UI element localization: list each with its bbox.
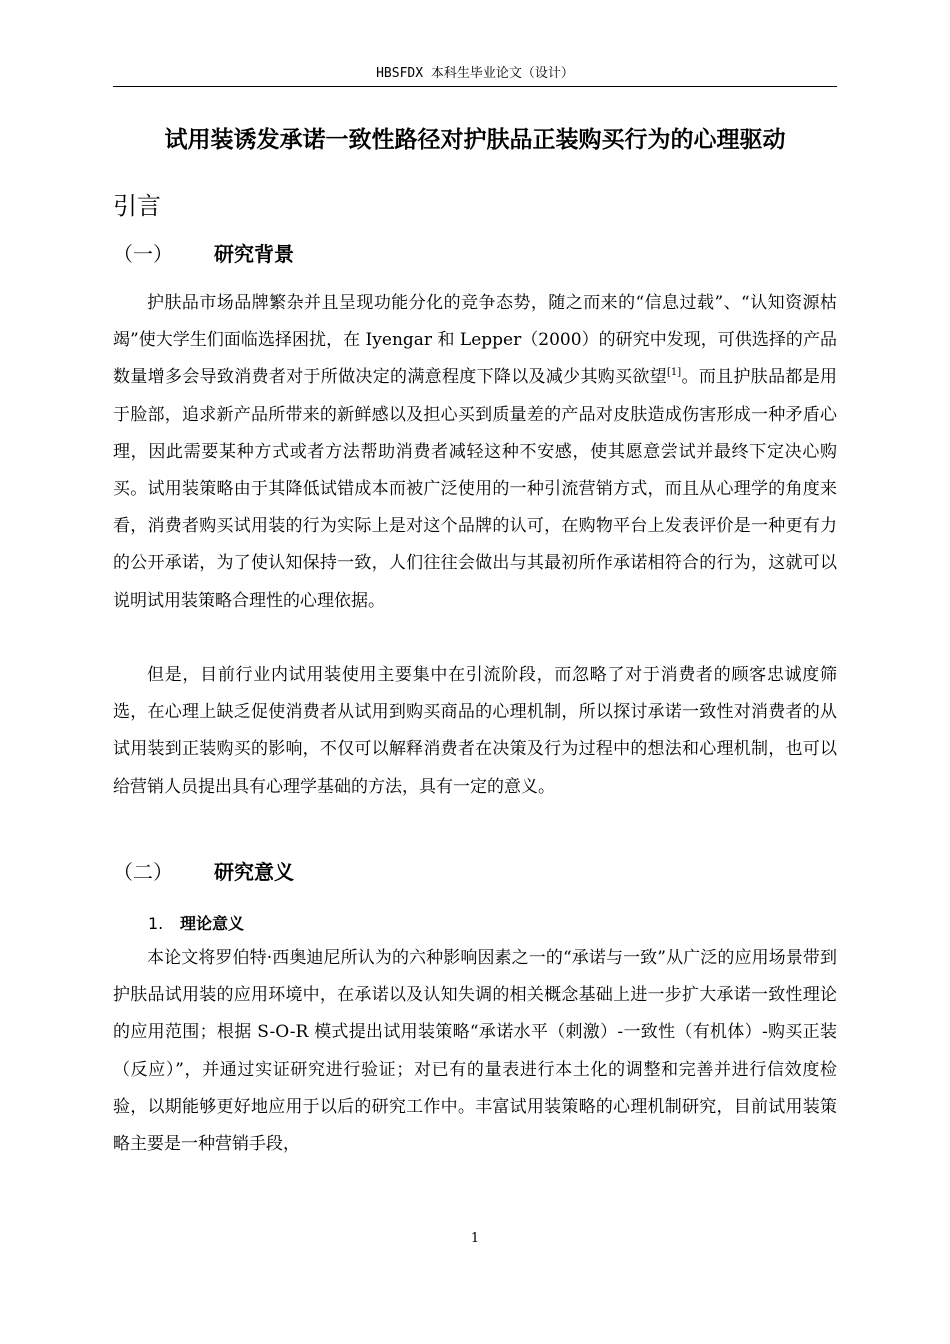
- background-paragraph-2: 但是，目前行业内试用装使用主要集中在引流阶段，而忽略了对于消费者的顾客忠诚度筛选，在心理上缺乏促使消费者从试用到购买商品的心理机制，所以探讨承诺一致性对消费者的从试用装到正装购买的影响，不仅可以解释消费者在决策及行为过程中的想法和心理机制，也可以给营销人员提出具有心理学基础的方法，具有一定的意义。: [113, 665, 837, 797]
- section-number: （二）: [113, 860, 173, 884]
- paragraph-text: 。而且护肤品都是用于脸部，追求新产品所带来的新鲜感以及担心买到质量差的产品对皮肤造成伤害形成一种矛盾心理，因此需要某种方式或者方法帮助消费者减轻这种不安感，使其愿意尝试并最终下定决心购买。试用装策略由于其降低试错成本而被广泛使用的一种引流营销方式，而且从心理学的角度来看，消费者购买试用装的行为实际上是对这个品牌的认可，在购物平台上发表评价是一种更有力的公开承诺，为了使认知保持一致，人们往往会做出与其最初所作承诺相符合的行为，这就可以说明试用装策略合理性的心理依据。: [113, 367, 838, 611]
- section-heading-significance: [113, 856, 294, 888]
- running-header: HBSFDX 本科生毕业论文（设计）: [376, 66, 574, 81]
- subsection-heading-theory: [148, 910, 244, 938]
- section-number: （一）: [113, 242, 173, 266]
- paragraph-text: 护肤品市场品牌繁杂并且呈现功能分化的竞争态势，随之而来的“信息过载”、“认知资源枯竭”使大学生们面临选择困扰，在 Iyengar 和 Lepper（2000）的研究中发现，可供选择的产品数量增多会导致消费者对于所做决定的满意程度下降以及减少其购买欲望: [113, 293, 837, 388]
- paper-title: 试用装诱发承诺一致性路径对护肤品正装购买行为的心理驱动: [164, 127, 786, 153]
- section-title: 研究意义: [214, 860, 294, 884]
- subsection-number: 1.: [148, 914, 164, 933]
- theory-paragraph-1: 本论文将罗伯特·西奥迪尼所认为的六种影响因素之一的“承诺与一致”从广泛的应用场景带到护肤品试用装的应用环境中，在承诺以及认知失调的相关概念基础上进一步扩大承诺一致性理论的应用范围；根据 S-O-R 模式提出试用装策略“承诺水平（刺激）-一致性（有机体）-购买正装（反应）”，并通过实证研究进行验证；对已有的量表进行本土化的调整和完善并进行信效度检验，以期能够更好地应用于以后的研究工作中。丰富试用装策略的心理机制研究，目前试用装策略主要是一种营销手段，: [113, 948, 837, 1155]
- background-paragraph-1: [113, 285, 837, 620]
- citation-ref: [1]: [667, 367, 682, 379]
- section-heading-intro: 引言: [113, 192, 161, 220]
- page-number: 1: [470, 1231, 480, 1246]
- header-divider: [113, 86, 837, 87]
- section-title: 研究背景: [214, 242, 294, 266]
- section-heading-background: [113, 238, 294, 270]
- subsection-title: 理论意义: [180, 914, 245, 933]
